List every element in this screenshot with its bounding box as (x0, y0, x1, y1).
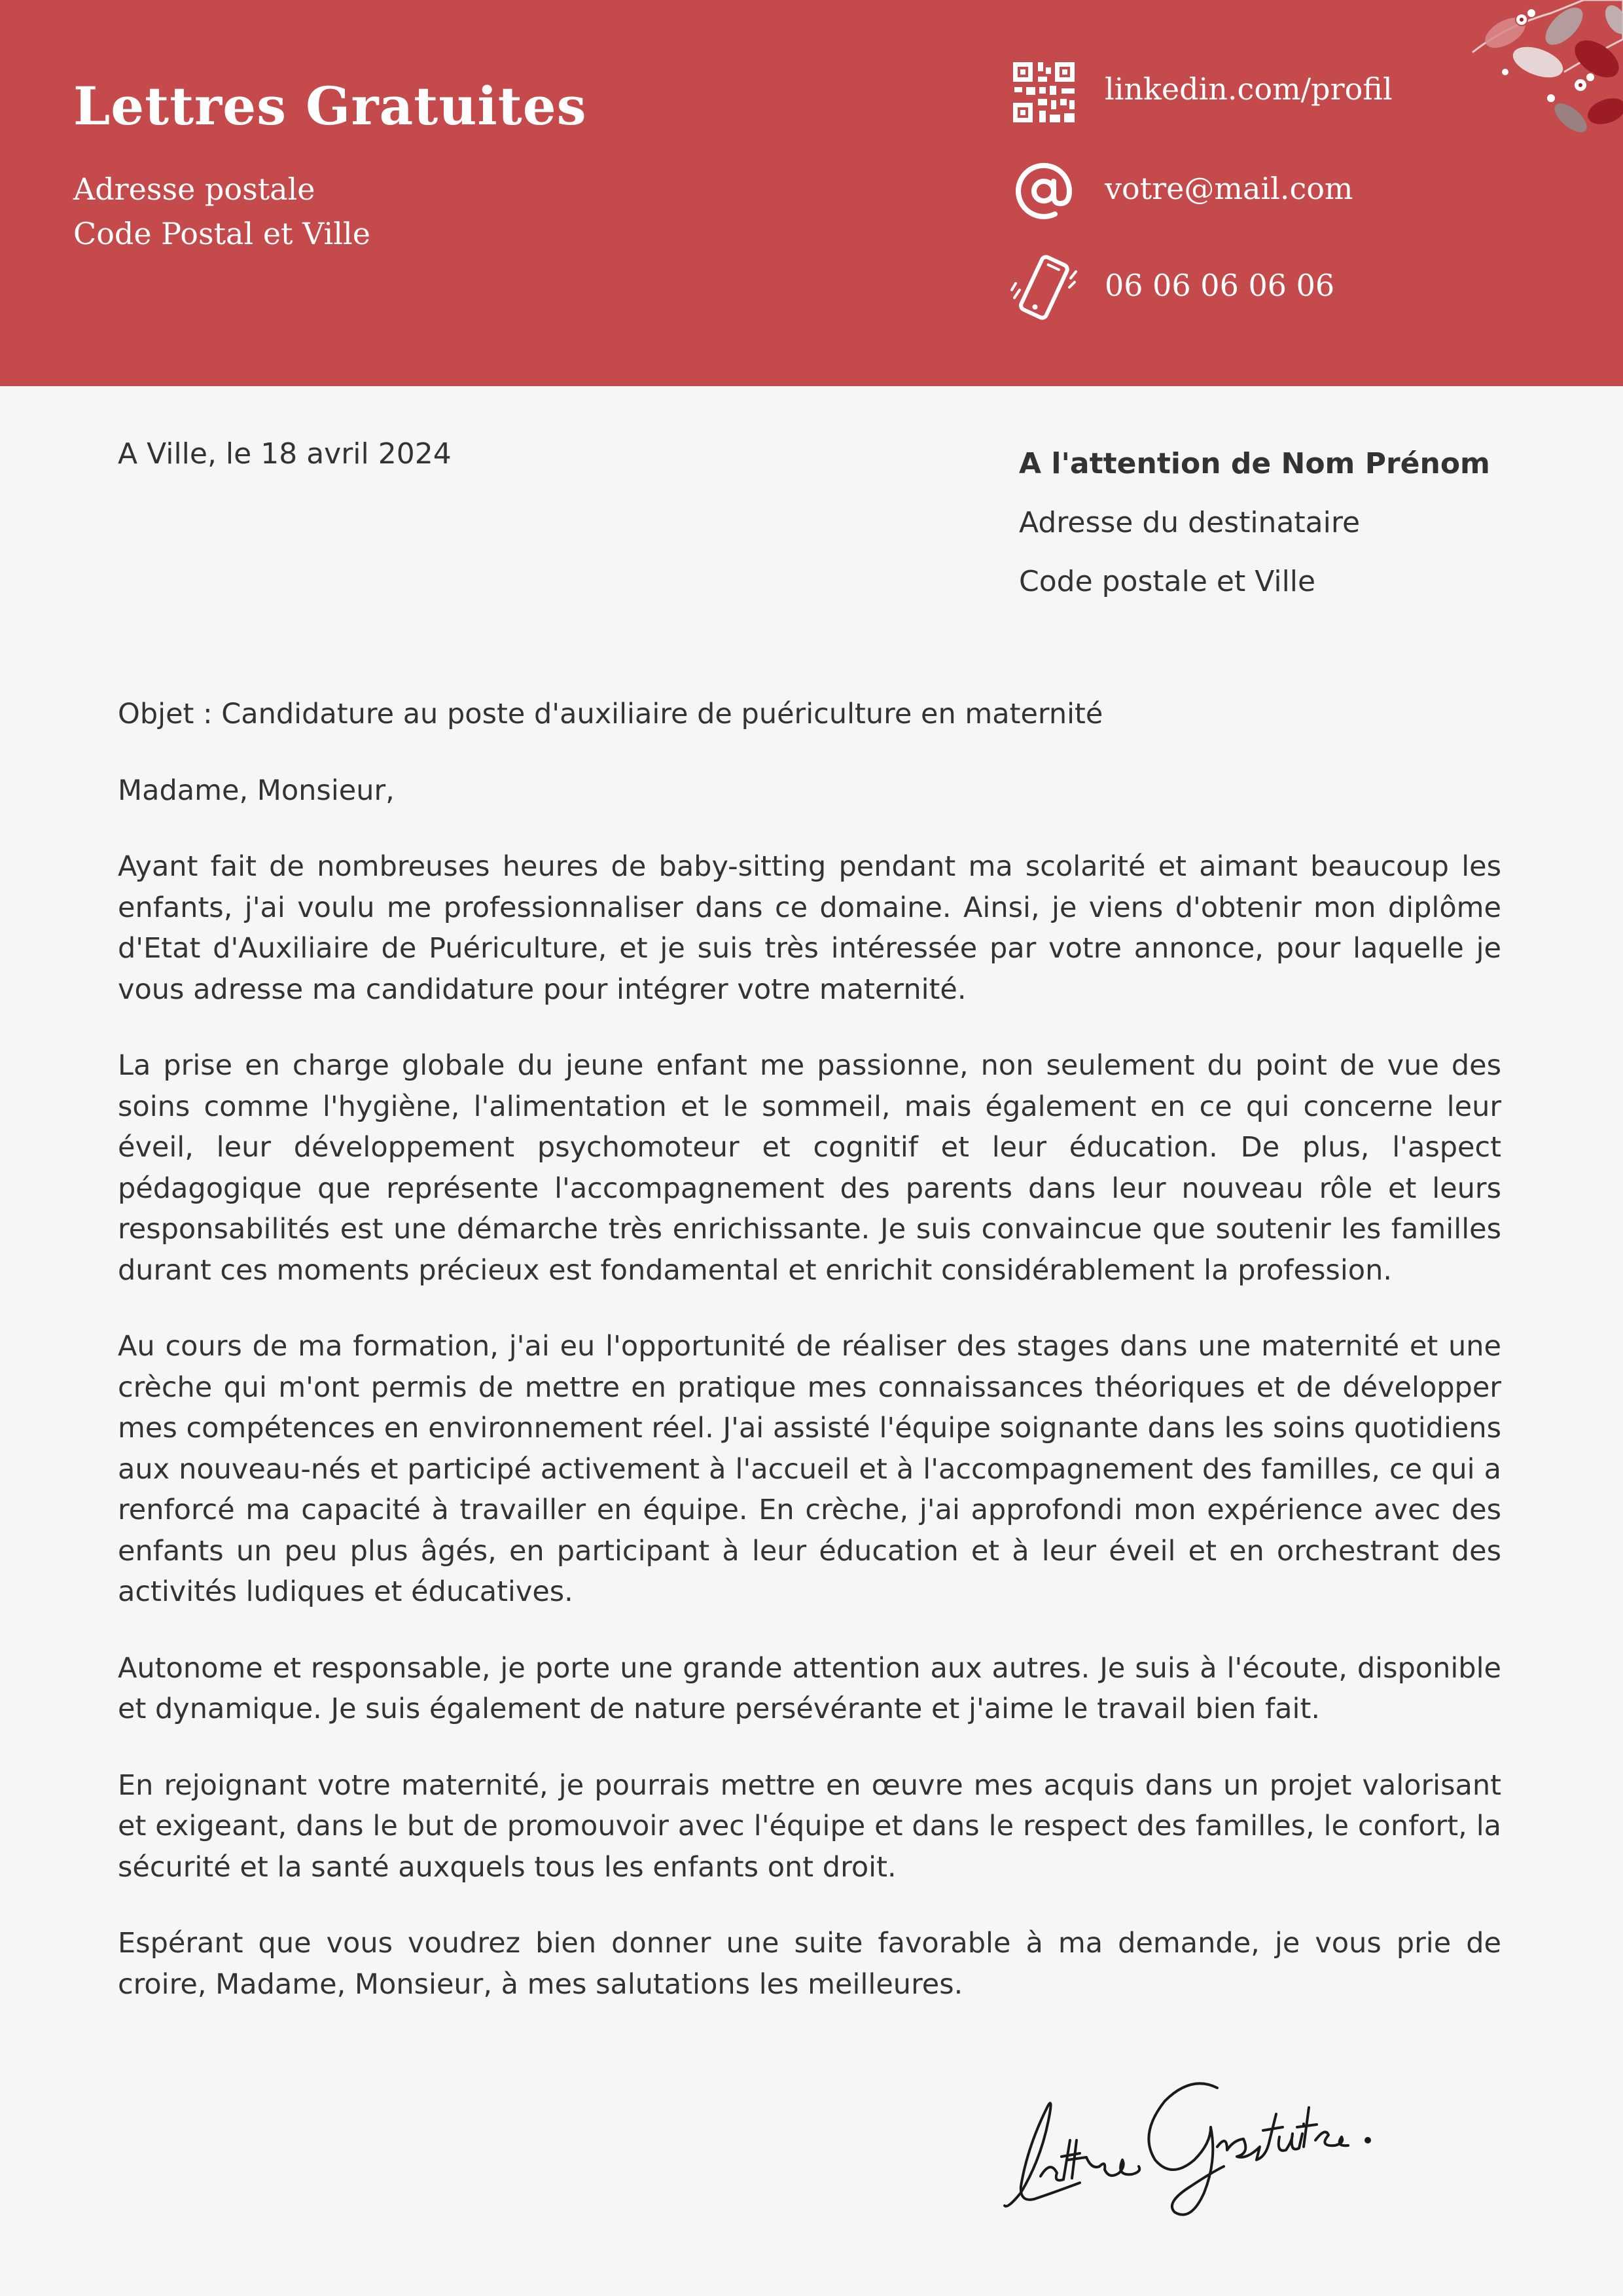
recipient-city: Code postale et Ville (1019, 565, 1316, 598)
letter-paragraph: Autonome et responsable, je porte une grande attention aux autres. Je suis à l'écoute, disponible et dynamique. Je suis également de nature persévérante et j'aime le travail bien fait. (118, 1651, 1501, 1725)
letter-paragraph: En rejoignant votre maternité, je pourrais mettre en œuvre mes acquis dans un projet valorisant et exigeant, dans le but de promouvoir avec l'équipe et dans le respect des familles, le confort, la sécurité et la santé auxquels tous les enfants ont droit. (118, 1768, 1501, 1884)
letter-subject: Objet : Candidature au poste d'auxiliaire de puériculture en maternité (118, 698, 1103, 730)
letter-salutation: Madame, Monsieur, (118, 774, 395, 807)
letter-paragraph: Au cours de ma formation, j'ai eu l'opportunité de réaliser des stages dans une maternité et une crèche qui m'ont permis de mettre en pratique mes connaissances théoriques et de développer mes compétences en environnement réel. J'ai assisté l'équipe soignante dans les soins quotidiens aux nouveau-nés et participé activement à l'accueil et à l'accompagnement des familles, ce qui a renforcé ma capacité à travailler en équipe. En crèche, j'ai approfondi mon expérience avec des enfants un peu plus âgés, en participant à leur éducation et à leur éveil et en orchestrant des activités ludiques et éducatives. (118, 1330, 1501, 1608)
recipient-block (1019, 435, 1490, 611)
letter-body (118, 694, 1501, 2040)
linkedin-link[interactable]: linkedin.com/profil (1105, 71, 1393, 107)
handwritten-signature (1001, 2062, 1394, 2232)
sender-address-line1: Adresse postale (73, 171, 315, 207)
phone-number[interactable]: 06 06 06 06 06 (1105, 268, 1335, 303)
contact-phone[interactable] (1008, 252, 1479, 324)
qr-code-icon (1008, 56, 1080, 128)
letter-date: A Ville, le 18 avril 2024 (118, 437, 452, 471)
recipient-name: A l'attention de Nom Prénom (1019, 447, 1490, 480)
header-banner (0, 0, 1623, 386)
letter-paragraph: La prise en charge globale du jeune enfant me passionne, non seulement du point de vue des soins comme l'hygiène, l'alimentation et le sommeil, mais également en ce qui concerne leur éveil, leur développement psychomoteur et cognitif et leur éducation. De plus, l'aspect pédagogique que représente l'accompagnement des parents dans leur nouveau rôle et leurs responsabilités est une démarche très enrichissante. Je suis convaincue que soutenir les familles durant ces moments précieux est fondamental et enrichit considérablement la profession. (118, 1049, 1501, 1287)
at-sign-icon (1008, 155, 1080, 227)
letter-paragraph: Ayant fait de nombreuses heures de baby-sitting pendant ma scolarité et aimant beaucoup les enfants, j'ai voulu me professionnaliser dans ce domaine. Ainsi, je viens d'obtenir mon diplôme d'Etat d'Auxiliaire de Puériculture, et je suis très intéressée par votre annonce, pour laquelle je vous adresse ma candidature pour intégrer votre maternité. (118, 850, 1501, 1006)
phone-icon (1008, 252, 1080, 324)
contact-email[interactable] (1008, 155, 1479, 227)
contact-linkedin[interactable] (1008, 56, 1479, 128)
letter-paragraph: Espérant que vous voudrez bien donner une suite favorable à ma demande, je vous prie de croire, Madame, Monsieur, à mes salutations les meilleures. (118, 1927, 1501, 2001)
recipient-address: Adresse du destinataire (1019, 506, 1361, 539)
sender-address-line2: Code Postal et Ville (73, 216, 370, 251)
email-link[interactable]: votre@mail.com (1105, 171, 1353, 206)
sender-name: Lettres Gratuites (73, 75, 587, 137)
floral-decoration-icon (1466, 0, 1623, 157)
